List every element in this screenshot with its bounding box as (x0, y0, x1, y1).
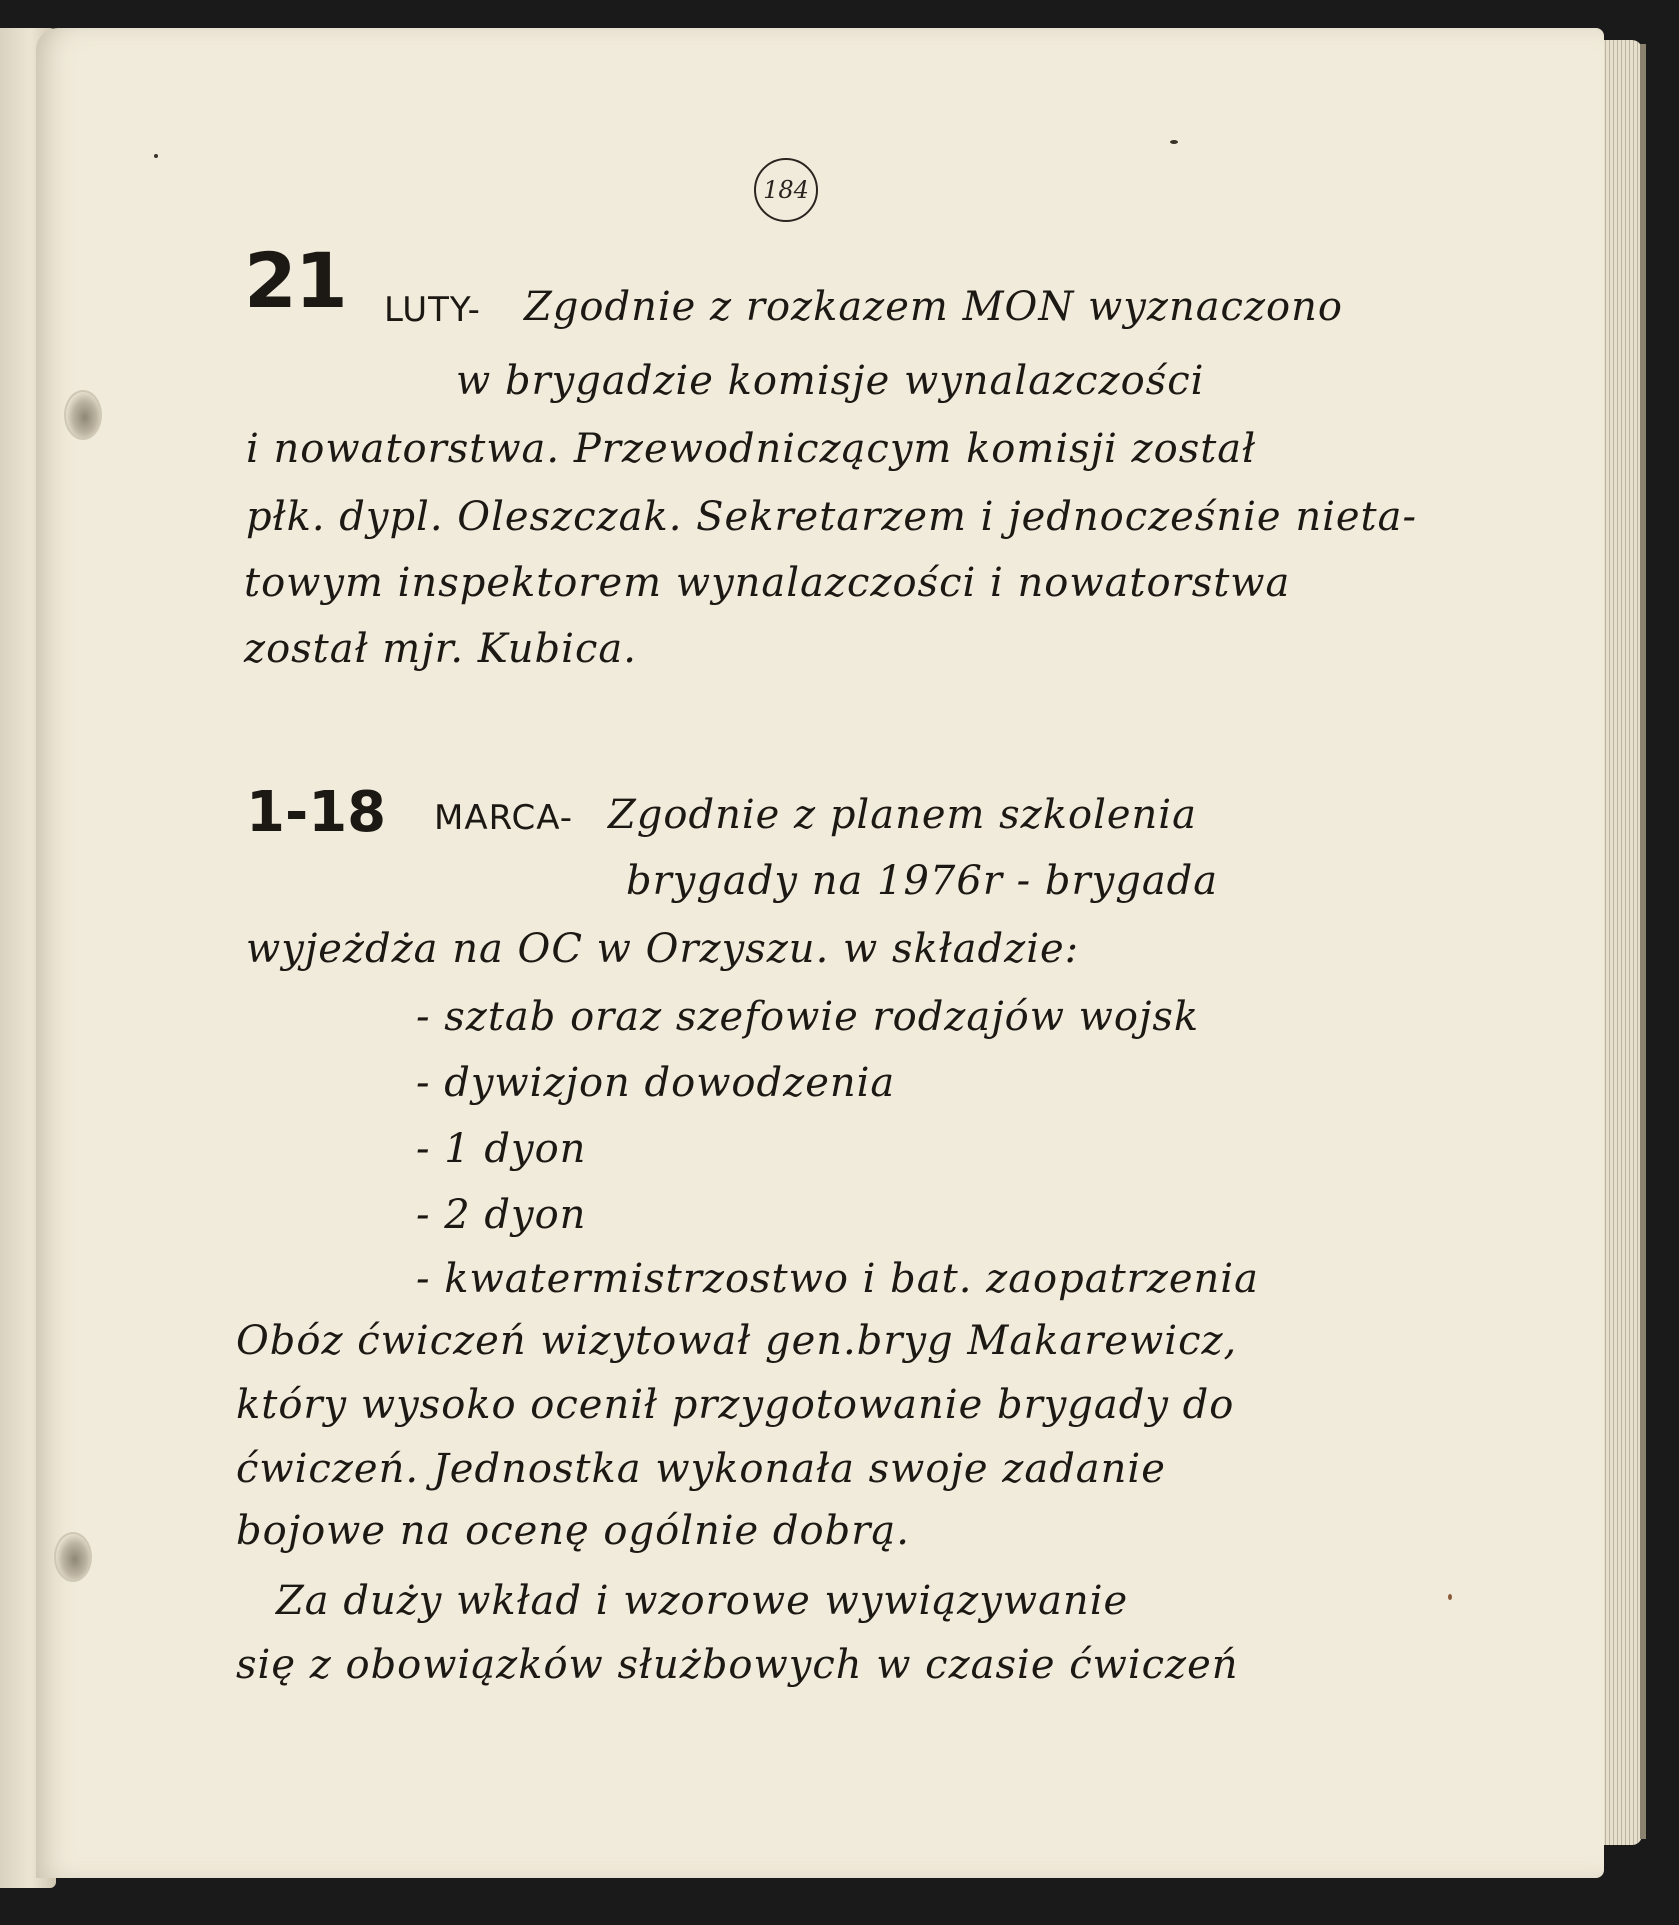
punch-hole-top (64, 390, 102, 440)
page-number: 184 (754, 158, 818, 222)
entry-text-line: się z obowiązków służbowych w czasie ćwiczeń (236, 1642, 1239, 1688)
entry-text-line: ćwiczeń. Jednostka wykonała swoje zadanie (236, 1446, 1166, 1492)
notebook-page (36, 28, 1604, 1878)
entry-text-line: został mjr. Kubica. (244, 626, 637, 672)
entry-text-line: Za duży wkład i wzorowe wywiązywanie (276, 1578, 1129, 1624)
entry-text-line: bojowe na ocenę ogólnie dobrą. (236, 1508, 910, 1554)
list-item: - kwatermistrzostwo i bat. zaopatrzenia (416, 1256, 1259, 1302)
entry-text-line: w brygadzie komisje wynalazczości (456, 358, 1205, 404)
page-edge-shadow (1640, 44, 1646, 1839)
entry-text-line: Zgodnie z planem szkolenia (608, 792, 1197, 838)
entry-text-line: płk. dypl. Oleszczak. Sekretarzem i jednocześnie nieta- (246, 494, 1417, 540)
entry-text-line: który wysoko ocenił przygotowanie brygady do (236, 1382, 1235, 1428)
entry-text-line: Obóz ćwiczeń wizytował gen.bryg Makarewicz, (236, 1318, 1238, 1364)
ink-speck (154, 154, 158, 158)
entry-text-line: brygady na 1976r - brygada (626, 858, 1219, 904)
entry-text-line: towym inspektorem wynalazczości i nowatorstwa (244, 560, 1291, 606)
entry-month: MARCA- (434, 798, 574, 838)
list-item: - sztab oraz szefowie rodzajów wojsk (416, 994, 1200, 1040)
entry-text-line: wyjeżdża na OC w Orzyszu. w składzie: (246, 926, 1080, 972)
list-item: - 2 dyon (416, 1192, 587, 1238)
list-item: - 1 dyon (416, 1126, 587, 1172)
entry-text-line: Zgodnie z rozkazem MON wyznaczono (524, 284, 1343, 330)
punch-hole-bottom (54, 1532, 92, 1582)
entry-date: 21 (244, 236, 346, 325)
entry-text-line: i nowatorstwa. Przewodniczącym komisji został (246, 426, 1257, 472)
entry-date: 1-18 (246, 780, 387, 845)
ink-speck (1170, 140, 1178, 144)
entry-month: LUTY- (384, 290, 481, 330)
ink-speck (1448, 1594, 1452, 1600)
list-item: - dywizjon dowodzenia (416, 1060, 896, 1106)
